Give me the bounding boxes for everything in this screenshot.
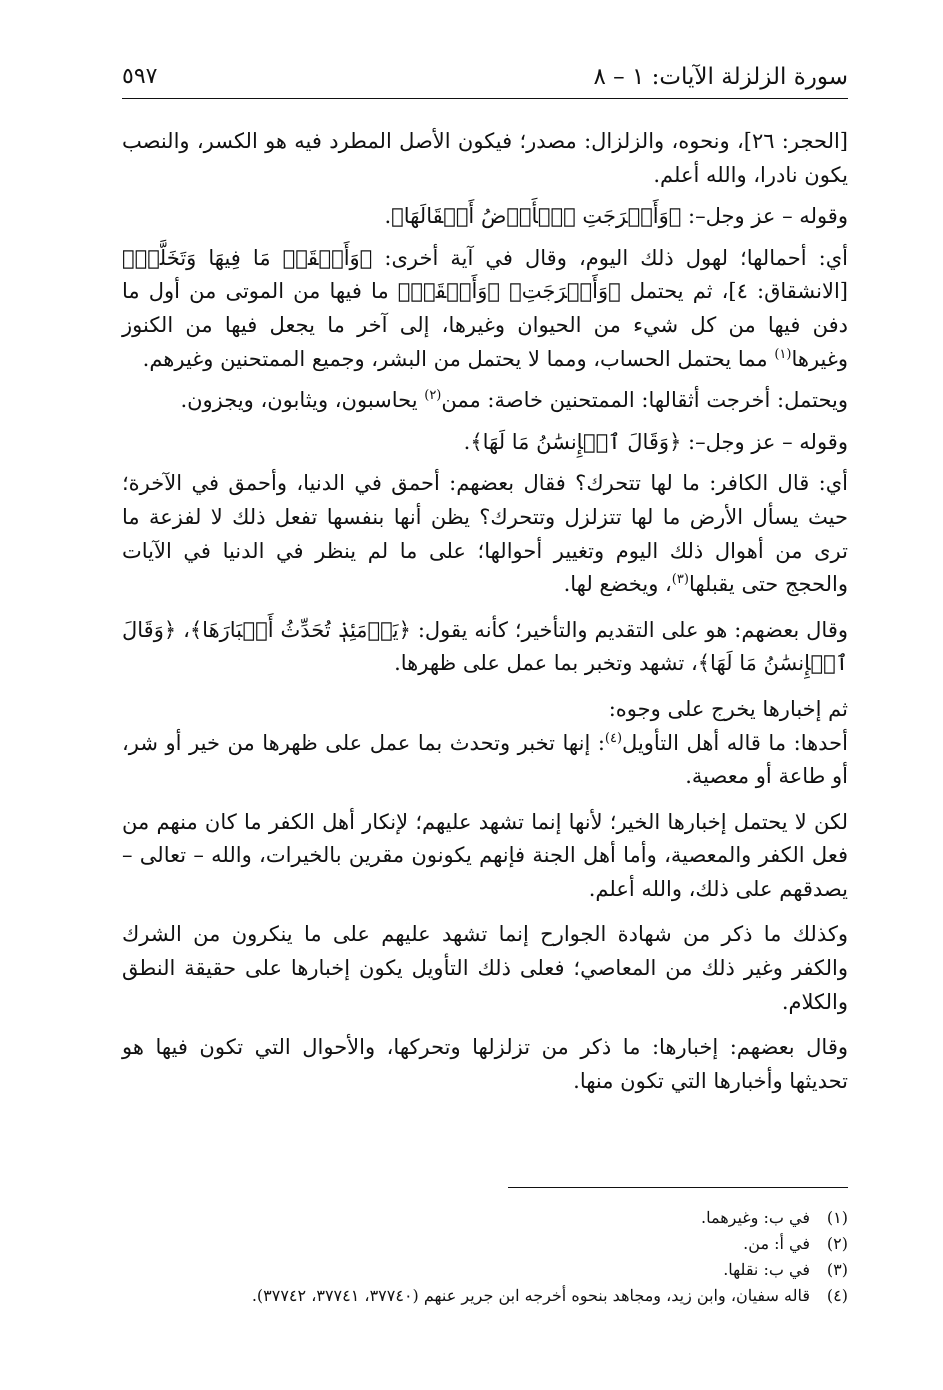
paragraph-text: ، ويخضع لها. [563, 572, 672, 597]
paragraph-text: : إنها تخبر وتحدث بما عمل على ظهرها من خير أو شر، أو طاعة أو معصية. [122, 730, 848, 789]
paragraph-text: مما يحتمل الحساب، ومما لا يحتمل من البشر، وجميع الممتحنين وغيرهم. [142, 346, 775, 371]
paragraph: [الحجر: ٢٦]، ونحوه، والزلزال: مصدر؛ فيكون الأصل المطرد فيه هو الكسر، والنصب يكون نادرا، والله أعلم. [122, 129, 849, 187]
footnote-text: في ب: نقلها. [723, 1260, 810, 1279]
footnote-number: (١) [826, 1208, 848, 1227]
paragraph [122, 467, 848, 601]
footnotes [122, 1205, 848, 1309]
footnote-number: (٢) [826, 1234, 848, 1253]
main-text [122, 125, 848, 1098]
running-title: سورة الزلزلة الآيات: ١ – ٨ [593, 64, 848, 90]
footnote-marker: (٤) [604, 730, 623, 746]
footnote [122, 1257, 848, 1283]
footnote [122, 1205, 848, 1231]
footnote [122, 1283, 848, 1309]
footnote [122, 1231, 848, 1257]
paragraph: وكذلك ما ذكر من شهادة الجوارح إنما تشهد عليهم على ما ينكرون من الشرك والكفر وغير ذلك من المعاصي؛ فعلى ذلك التأويل يكون إخبارها على حقيقة النطق والكلام. [122, 922, 848, 1014]
paragraph: لكن لا يحتمل إخبارها الخير؛ لأنها إنما تشهد عليهم؛ لإنكار أهل الكفر ما كان منهم من فعل الكفر والمعصية، وأما أهل الجنة فإنهم يكونون مقرين بالخيرات، والله – تعالى – يصدقهم على ذلك، والله أعلم. [122, 809, 848, 901]
paragraph [122, 242, 848, 376]
paragraph [122, 384, 848, 418]
paragraph-text: أي: قال الكافر: ما لها تتحرك؟ فقال بعضهم: أحمق في الدنيا، وأحمق في الآخرة؛ حيث يسأل الأرض ما لها تتزلزل وتتحرك؟ يظن أنها بنفسها تفعل ذلك لا لفزعة ما ترى من أهوال ذلك اليوم وتغيير أحوالها؛ على ما لم ينظر في الدنيا في الآيات والحجج حتى يقبلها [122, 471, 848, 597]
footnote-number: (٣) [826, 1260, 848, 1279]
paragraph: ثم إخبارها يخرج على وجوه: [608, 696, 848, 721]
footnote-separator [508, 1187, 848, 1188]
footnote-marker: (٢) [424, 388, 442, 404]
paragraph-text: أحدها: ما قاله أهل التأويل [622, 730, 849, 755]
footnote-text: في أ: من. [743, 1234, 810, 1253]
footnote-marker: (٣) [671, 572, 689, 588]
paragraph-text: أي: أحمالها؛ لهول ذلك اليوم، وقال في آية أخرى: ﴿وَأَلۡقَتۡ مَا فِيهَا وَتَخَلَّتۡ﴾ [الانشقاق: ٤]، ثم يحتمل ﴿وَأَخۡرَجَتِ﴾ ﴿وَأَلۡقَتۡ﴾ ما فيها من الموتى من أول ما دفن فيها من كل شيء من الحيوان وغيرها، إلى آخر ما يجعل فيها من الكنوز وغيرها [122, 245, 848, 371]
page-number: ٥٩٧ [122, 64, 158, 89]
page-header [122, 58, 848, 99]
paragraph: وقال بعضهم: هو على التقديم والتأخير؛ كأنه يقول: ﴿يَوۡمَئِذٖ تُحَدِّثُ أَخۡبَارَهَا﴾، ﴿وَقَالَ ٱلۡإِنسَٰنُ مَا لَهَا﴾، تشهد وتخبر بما عمل على ظهرها. [122, 617, 848, 676]
paragraph-text: يحاسبون، ويثابون، ويجزون. [180, 388, 425, 413]
paragraph-text: ويحتمل: أخرجت أثقالها: الممتحنين خاصة: ممن [441, 388, 848, 413]
footnote-number: (٤) [826, 1286, 848, 1305]
paragraph: وقال بعضهم: إخبارها: ما ذكر من تزلزلها وتحركها، والأحوال التي تكون فيها هو تحديثها وأخبارها التي تكون منها. [122, 1035, 848, 1093]
paragraph [122, 727, 848, 794]
footnote-marker: (١) [774, 346, 792, 362]
footnote-text: في ب: وغيرهما. [700, 1208, 810, 1227]
paragraph: وقوله – عز وجل–: ﴿وَأَخۡرَجَتِ ٱلۡأَرۡضُ أَثۡقَالَهَا﴾. [384, 204, 848, 229]
footnote-text: قاله سفيان، وابن زيد، ومجاهد بنحوه أخرجه ابن جرير عنهم (٣٧٧٤٠، ٣٧٧٤١، ٣٧٧٤٢). [251, 1286, 810, 1305]
paragraph: وقوله – عز وجل–: ﴿وَقَالَ ٱلۡإِنسَٰنُ مَا لَهَا﴾. [463, 429, 848, 454]
